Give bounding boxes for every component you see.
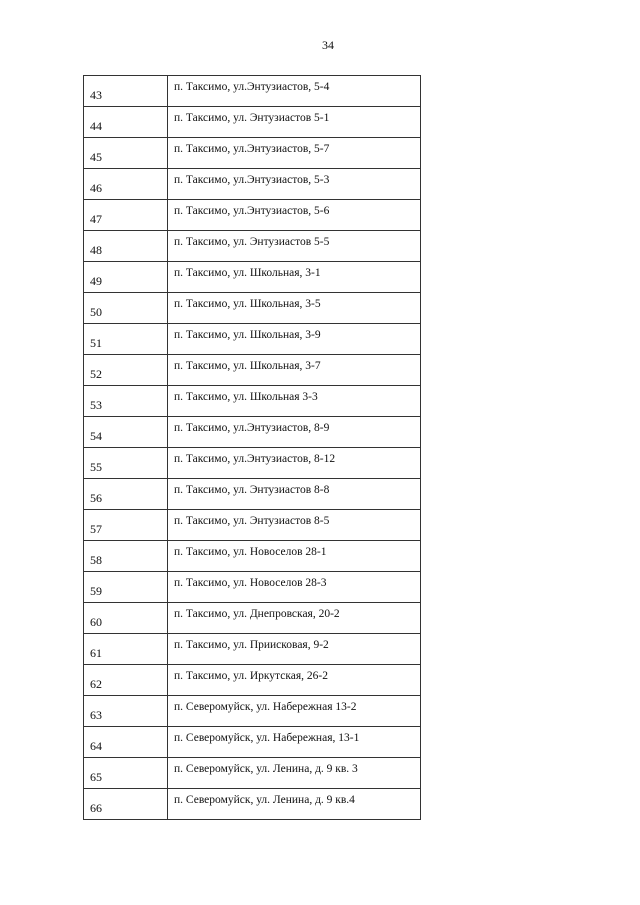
table-row bbox=[84, 665, 420, 696]
address-cell: п. Таксимо, ул. Школьная, 3-1 bbox=[174, 267, 321, 279]
row-number-cell: 43 bbox=[84, 76, 168, 106]
table-row bbox=[84, 262, 420, 293]
row-number-cell: 61 bbox=[84, 634, 168, 664]
address-cell: п. Таксимо, ул. Энтузиастов 8-8 bbox=[174, 484, 330, 496]
table-row bbox=[84, 76, 420, 107]
address-cell: п. Северомуйск, ул. Набережная, 13-1 bbox=[174, 732, 360, 744]
page-number: 34 bbox=[322, 38, 334, 52]
address-cell: п. Таксимо, ул. Школьная, 3-5 bbox=[174, 298, 321, 310]
row-number-cell: 66 bbox=[84, 789, 168, 819]
row-number-cell: 46 bbox=[84, 169, 168, 199]
table-row bbox=[84, 603, 420, 634]
row-number-cell: 60 bbox=[84, 603, 168, 633]
table-row bbox=[84, 107, 420, 138]
table-row bbox=[84, 386, 420, 417]
address-cell: п. Таксимо, ул. Новоселов 28-1 bbox=[174, 546, 327, 558]
row-number-cell: 57 bbox=[84, 510, 168, 540]
row-number-cell: 65 bbox=[84, 758, 168, 788]
address-cell: п. Таксимо, ул.Энтузиастов, 5-4 bbox=[174, 81, 330, 93]
table-row bbox=[84, 758, 420, 789]
table-row bbox=[84, 293, 420, 324]
address-cell: п. Таксимо, ул. Иркутская, 26-2 bbox=[174, 670, 328, 682]
row-number-cell: 56 bbox=[84, 479, 168, 509]
table-row bbox=[84, 355, 420, 386]
table-row bbox=[84, 448, 420, 479]
address-cell: п. Таксимо, ул. Школьная, 3-9 bbox=[174, 329, 321, 341]
table-row bbox=[84, 572, 420, 603]
row-number-cell: 49 bbox=[84, 262, 168, 292]
row-number-cell: 52 bbox=[84, 355, 168, 385]
address-cell: п. Таксимо, ул. Энтузиастов 5-5 bbox=[174, 236, 330, 248]
table-row bbox=[84, 200, 420, 231]
row-number-cell: 58 bbox=[84, 541, 168, 571]
address-cell: п. Северомуйск, ул. Набережная 13-2 bbox=[174, 701, 357, 713]
table-row bbox=[84, 231, 420, 262]
address-cell: п. Таксимо, ул.Энтузиастов, 5-3 bbox=[174, 174, 330, 186]
row-number-cell: 63 bbox=[84, 696, 168, 726]
address-cell: п. Таксимо, ул.Энтузиастов, 8-12 bbox=[174, 453, 336, 465]
table-row bbox=[84, 789, 420, 820]
row-number-cell: 47 bbox=[84, 200, 168, 230]
address-cell: п. Таксимо, ул.Энтузиастов, 5-7 bbox=[174, 143, 330, 155]
address-cell: п. Таксимо, ул. Днепровская, 20-2 bbox=[174, 608, 340, 620]
table-row bbox=[84, 417, 420, 448]
row-number-cell: 64 bbox=[84, 727, 168, 757]
table-row bbox=[84, 138, 420, 169]
address-cell: п. Таксимо, ул. Школьная, 3-7 bbox=[174, 360, 321, 372]
address-cell: п. Таксимо, ул. Школьная 3-3 bbox=[174, 391, 318, 403]
address-cell: п. Северомуйск, ул. Ленина, д. 9 кв.4 bbox=[174, 794, 355, 806]
row-number-cell: 51 bbox=[84, 324, 168, 354]
table-row bbox=[84, 479, 420, 510]
table-row bbox=[84, 510, 420, 541]
address-cell: п. Таксимо, ул.Энтузиастов, 5-6 bbox=[174, 205, 330, 217]
row-number-cell: 50 bbox=[84, 293, 168, 323]
row-number-cell: 48 bbox=[84, 231, 168, 261]
table-row bbox=[84, 696, 420, 727]
address-table bbox=[83, 75, 421, 820]
row-number-cell: 59 bbox=[84, 572, 168, 602]
row-number-cell: 53 bbox=[84, 386, 168, 416]
table-row bbox=[84, 541, 420, 572]
table-row bbox=[84, 634, 420, 665]
table-row bbox=[84, 169, 420, 200]
address-cell: п. Таксимо, ул. Энтузиастов 5-1 bbox=[174, 112, 330, 124]
table-row bbox=[84, 727, 420, 758]
row-number-cell: 45 bbox=[84, 138, 168, 168]
address-cell: п. Таксимо, ул. Энтузиастов 8-5 bbox=[174, 515, 330, 527]
address-cell: п. Таксимо, ул. Приисковая, 9-2 bbox=[174, 639, 329, 651]
address-cell: п. Северомуйск, ул. Ленина, д. 9 кв. 3 bbox=[174, 763, 358, 775]
table-row bbox=[84, 324, 420, 355]
row-number-cell: 62 bbox=[84, 665, 168, 695]
address-cell: п. Таксимо, ул.Энтузиастов, 8-9 bbox=[174, 422, 330, 434]
row-number-cell: 55 bbox=[84, 448, 168, 478]
address-cell: п. Таксимо, ул. Новоселов 28-3 bbox=[174, 577, 327, 589]
row-number-cell: 44 bbox=[84, 107, 168, 137]
row-number-cell: 54 bbox=[84, 417, 168, 447]
